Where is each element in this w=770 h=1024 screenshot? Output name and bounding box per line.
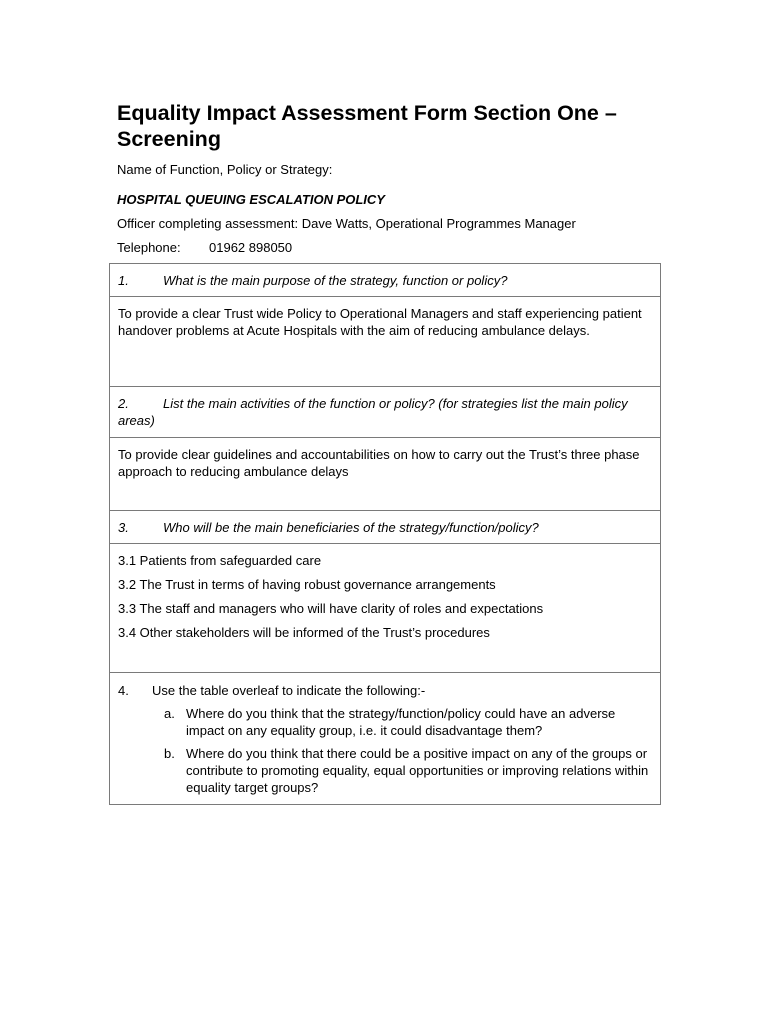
question-3-row bbox=[110, 510, 660, 543]
answer-1-row bbox=[110, 296, 660, 386]
answer-2-text: To provide clear guidelines and accountabilities on how to carry out the Trust’s three phase approach to reducing ambulance delays bbox=[118, 447, 640, 479]
item-a-letter: a. bbox=[164, 706, 175, 721]
answer-3-item: 3.2 The Trust in terms of having robust governance arrangements bbox=[118, 577, 496, 592]
question-1-text: What is the main purpose of the strategy, function or policy? bbox=[163, 273, 508, 288]
policy-name: HOSPITAL QUEUING ESCALATION POLICY bbox=[117, 192, 385, 207]
question-3-number: 3. bbox=[118, 520, 129, 535]
page-title: Equality Impact Assessment Form Section One – Screening bbox=[117, 101, 617, 151]
question-1-row bbox=[110, 264, 660, 296]
question-3-text: Who will be the main beneficiaries of the strategy/function/policy? bbox=[163, 520, 539, 535]
question-4-item-b bbox=[118, 745, 652, 796]
answer-3-item: 3.1 Patients from safeguarded care bbox=[118, 553, 322, 568]
screening-table bbox=[109, 263, 661, 805]
question-1-number: 1. bbox=[118, 273, 129, 288]
question-4-row bbox=[110, 672, 660, 804]
telephone-label: Telephone: bbox=[117, 240, 181, 255]
answer-2-row bbox=[110, 437, 660, 510]
question-4-number: 4. bbox=[118, 683, 129, 698]
question-4-intro: Use the table overleaf to indicate the following:- bbox=[152, 683, 426, 698]
name-label: Name of Function, Policy or Strategy: bbox=[117, 162, 333, 177]
answer-3-row bbox=[110, 543, 660, 672]
answer-1-text: To provide a clear Trust wide Policy to Operational Managers and staff experiencing patient handover problems at Acute Hospitals with the aim of reducing ambulance delays. bbox=[118, 306, 642, 338]
answer-3-item: 3.4 Other stakeholders will be informed of the Trust’s procedures bbox=[118, 625, 490, 640]
item-a-text: Where do you think that the strategy/function/policy could have an adverse impact on any equality group, i.e. it could disadvantage them? bbox=[186, 706, 616, 738]
question-4-item-a bbox=[118, 705, 652, 739]
question-2-text: List the main activities of the function or policy? (for strategies list the main policy areas) bbox=[118, 396, 628, 428]
item-b-letter: b. bbox=[164, 746, 175, 761]
item-b-text: Where do you think that there could be a positive impact on any of the groups or contribute to promoting equality, equal opportunities or improving relations within equality target groups? bbox=[186, 746, 649, 795]
question-2-number: 2. bbox=[118, 396, 129, 411]
question-2-row bbox=[110, 386, 660, 437]
telephone-line bbox=[117, 240, 417, 256]
officer-line: Officer completing assessment: Dave Watts, Operational Programmes Manager bbox=[117, 216, 576, 231]
answer-3-item: 3.3 The staff and managers who will have clarity of roles and expectations bbox=[118, 601, 544, 616]
telephone-value: 01962 898050 bbox=[209, 240, 293, 255]
